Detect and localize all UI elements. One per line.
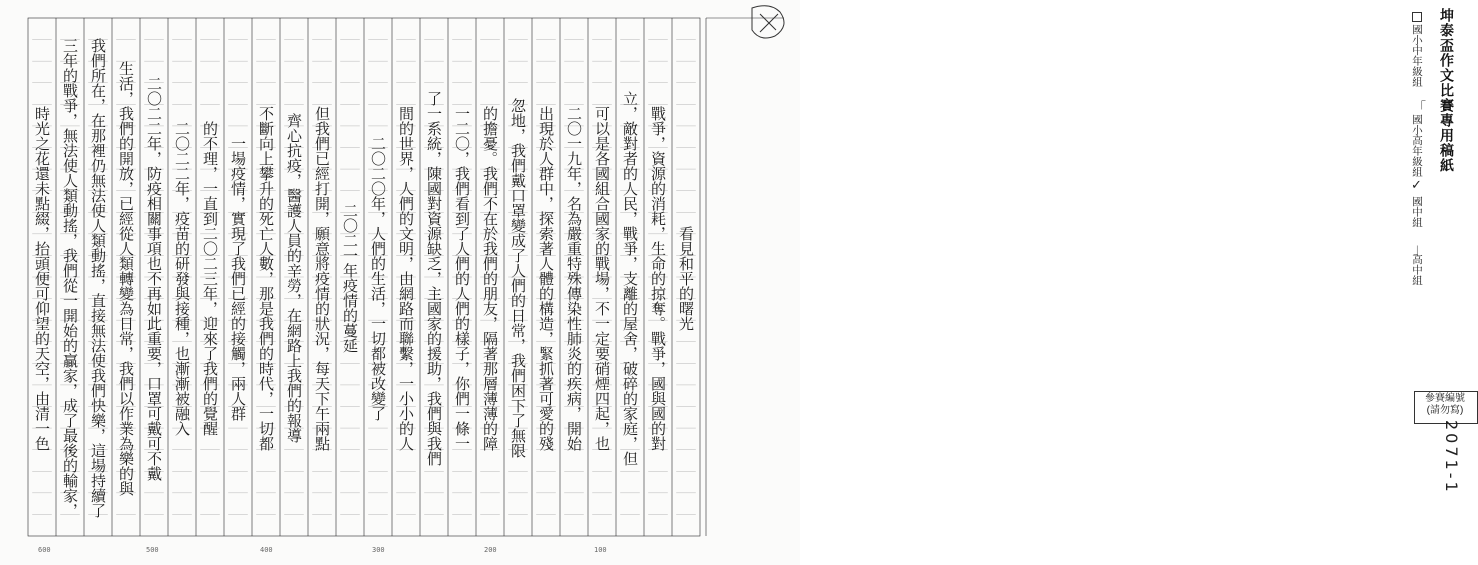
essay-column: 不斷向上攀升的死亡人數，那是我們的時代，一切都 <box>257 105 275 451</box>
bracket-open: 「 <box>1413 101 1427 116</box>
essay-column: 的不理，一直到二〇二三年，迎來了我們的覺醒 <box>201 120 219 436</box>
essay-column: 二〇二一年疫情的蔓延 <box>341 203 359 353</box>
entry-code: 2071-1 <box>1442 420 1461 495</box>
essay-column: 二〇二〇年，人們的生活，一切都被改變了 <box>369 135 387 421</box>
check-mark-icon[interactable]: ✓ <box>1411 178 1422 193</box>
essay-column: 我們所在，在那裡仍無法使人類動搖，直接無法使我們快樂，這場持續了 <box>89 38 107 518</box>
form-panel <box>700 0 1465 565</box>
entry-number-label <box>1416 393 1474 417</box>
form-title: 坤泰盃作文比賽專用稿紙 <box>1439 8 1455 173</box>
stamp-line2: (請勿寫) <box>1426 405 1464 416</box>
essay-column: 間的世界，人們的文明，由網路而聯繫，一小小的人 <box>397 105 415 451</box>
essay-column: 二〇一九年，名為嚴重特殊傳染性肺炎的疾病，開始 <box>565 105 583 451</box>
essay-column: 立，敵對者的人民，戰爭，支離的屋舍，破碎的家庭，但 <box>621 90 639 466</box>
essay-column: 一二〇，我們看到了人們的人們的樣子，你們一條一 <box>453 105 471 451</box>
essay-column: 可以是各國組合國家的戰場，不一定要硝煙四起，也 <box>593 105 611 451</box>
category-label: 高中組 <box>1411 254 1423 286</box>
checkbox-elementary-mid[interactable] <box>1412 12 1422 22</box>
essay-column: 時光之花還未點綴，抬頭便可仰望的天空，由清一色 <box>33 105 51 451</box>
essay-column: 了一系統，陳國對資源缺乏，主國家的援助，我們與我們 <box>425 90 443 466</box>
essay-column: 出現於人群中，探索著人體的構造，緊抓著可愛的殘 <box>537 105 555 451</box>
essay-column: 看見和平的曙光 <box>677 225 695 331</box>
essay-column: 齊心抗疫，醫護人員的辛勞，在網路上我們的報導 <box>285 113 303 443</box>
category-label: 國小中年級組 <box>1411 24 1423 87</box>
essay-column: 戰爭，資源的消耗，生命的掠奪。戰爭，國與國的對 <box>649 105 667 451</box>
stamp-line1: 參賽編號 <box>1425 393 1465 404</box>
page-number: 300 <box>372 546 385 554</box>
page-number: 400 <box>260 546 273 554</box>
bracket-close: 」 <box>1413 242 1427 257</box>
page-number: 500 <box>146 546 159 554</box>
essay-column: 忽地，我們戴口罩變成了人們的日常，我們困下了無限 <box>509 98 527 458</box>
category-label: 國中組 <box>1411 196 1423 228</box>
essay-column: 一場疫情，實現了我們已經的接觸，兩人群 <box>229 135 247 421</box>
page-number: 100 <box>594 546 607 554</box>
essay-column: 生活，我們的開放，已經從人類轉變為日常，我們以作業為樂的與 <box>117 60 135 496</box>
category-label: 國小高年級組 <box>1411 114 1423 177</box>
essay-column: 但我們已經打開，願意將疫情的狀況，每天下午兩點 <box>313 105 331 451</box>
essay-column: 二〇二二年，防疫相關事項也不再如此重要，口罩可戴可不戴 <box>145 75 163 481</box>
page-number: 600 <box>38 546 51 554</box>
essay-column: 三年的戰爭，無法使人類動搖，我們從一開始的贏家，成了最後的輸家， <box>61 38 79 518</box>
essay-column: 二〇二二年，疫苗的研發與接種，也漸漸被融入 <box>173 120 191 436</box>
page-number: 200 <box>484 546 497 554</box>
essay-column: 的擔憂。我們不在於我們的朋友，隔著那層薄薄的障 <box>481 105 499 451</box>
